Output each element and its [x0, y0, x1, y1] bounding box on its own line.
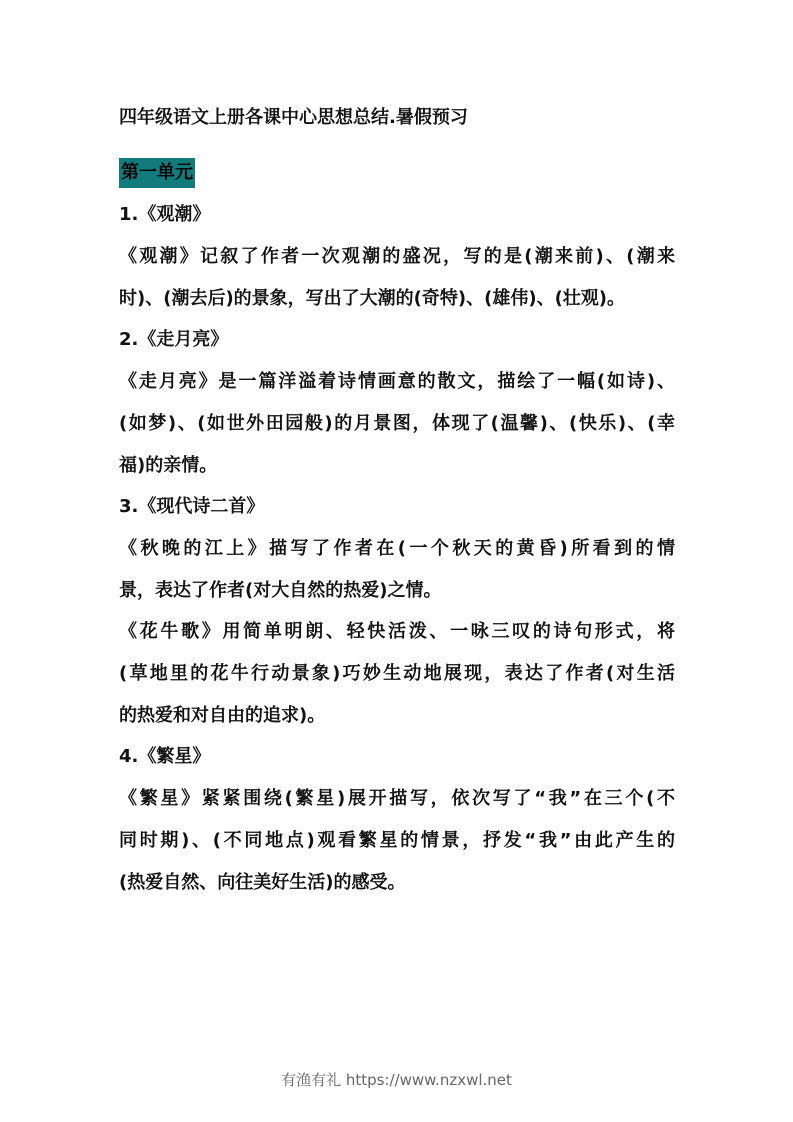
document-title: 四年级语文上册各课中心思想总结.暑假预习 — [119, 107, 468, 128]
paragraph-line: 同时期)、(不同地点)观看繁星的情景，抒发“我”由此产生的 — [119, 830, 675, 851]
paragraph-line: (如梦)、(如世外田园般)的月景图，体现了(温馨)、(快乐)、(幸 — [119, 413, 675, 434]
paragraph-line: 《花牛歌》用简单明朗、轻快活泼、一咏三叹的诗句形式，将 — [119, 621, 675, 642]
lesson-heading: 1.《观潮》 — [119, 204, 211, 225]
lesson-heading: 3.《现代诗二首》 — [119, 496, 265, 517]
paragraph-line: 时)、(潮去后)的景象，写出了大潮的(奇特)、(雄伟)、(壮观)。 — [119, 288, 626, 309]
paragraph-line: 《秋晚的江上》描写了作者在(一个秋天的黄昏)所看到的情 — [119, 538, 675, 559]
paragraph-line: 景，表达了作者(对大自然的热爱)之情。 — [119, 580, 442, 601]
paragraph-line: 《繁星》紧紧围绕(繁星)展开描写，依次写了“我”在三个(不 — [119, 788, 675, 809]
paragraph-line: 福)的亲情。 — [119, 455, 218, 476]
lesson-heading: 4.《繁星》 — [119, 746, 211, 767]
footer-watermark: 有渔有礼 https://www.nzxwl.net — [281, 1071, 512, 1089]
paragraph-line: (热爱自然、向往美好生活)的感受。 — [119, 872, 406, 893]
unit-heading: 第一单元 — [119, 158, 195, 188]
paragraph-line: 的热爱和对自由的追求)。 — [119, 705, 326, 726]
paragraph-line: 《观潮》记叙了作者一次观潮的盛况，写的是(潮来前)、(潮来 — [119, 246, 675, 267]
lesson-heading: 2.《走月亮》 — [119, 329, 229, 350]
paragraph-line: (草地里的花牛行动景象)巧妙生动地展现，表达了作者(对生活 — [119, 663, 675, 684]
paragraph-line: 《走月亮》是一篇洋溢着诗情画意的散文，描绘了一幅(如诗)、 — [119, 371, 675, 392]
